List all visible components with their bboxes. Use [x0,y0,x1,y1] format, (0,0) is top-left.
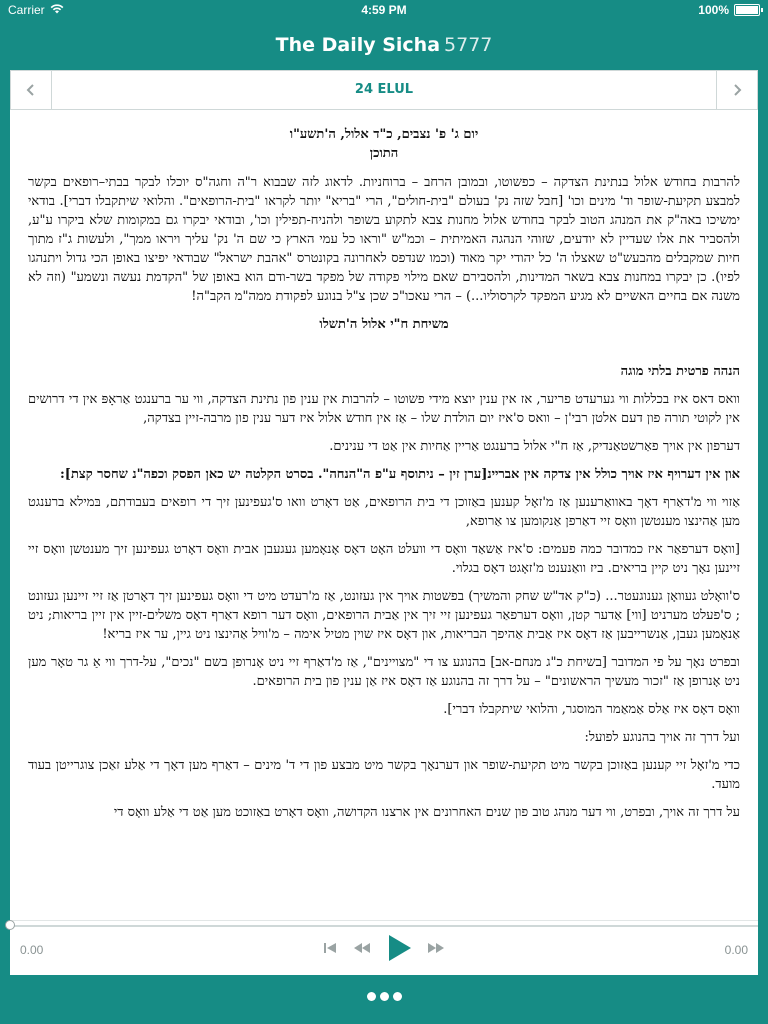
carrier-label: Carrier [8,3,45,17]
fast-forward-icon [426,940,446,956]
current-date: 24 ELUL [354,82,414,97]
text-heading [28,125,740,163]
section-title: הנהה פרטית בלתי מוגה [620,364,740,379]
fast-forward-button[interactable] [426,940,446,956]
rewind-icon [352,940,372,956]
progress-slider[interactable] [10,925,758,927]
chevron-right-icon [731,78,743,102]
rewind-button[interactable] [352,940,372,956]
battery-label: 100% [698,3,729,17]
battery-icon [734,4,760,16]
scroll-fade [28,887,740,921]
heading-contents: התוכן [369,146,399,161]
play-button[interactable] [386,934,412,962]
paragraph: און אין דערויף איז אויך כולל אין צדקה אין אבריינ[ערן זין – ניתוסף ע"פ ה"הנחה". בסרט הקלטה יש כאן הפסק וכפה"נ שחסר קצת]: [60,467,740,482]
page-dot [380,992,389,1001]
skip-to-start-button[interactable] [322,940,338,956]
skip-back-icon [322,940,338,956]
status-time: 4:59 PM [361,3,407,17]
paragraph: על דרך זה אויך, ובפרט, ווי דער מנהג טוב פון שנים האחרונים אין ארצנו הקדושה, וואָס דאָרט באַזוכט מען אַט די אַלע וואָס די [113,805,740,820]
elapsed-time: 0.00 [20,943,44,957]
previous-day-button[interactable] [11,71,52,109]
total-time: 0.00 [724,943,748,957]
paragraph: ס'וואָלט געוואָן גענוגעטר... (כ"ק אד"ש שחק והמשיך) בפשטות אויך אין געזונט, אַז מ'רעדט מיט די וואָס געפינען זיך דאָרטן אַז זיי זיינען געזונט ; ס'פעלט מערניט [ווי] אַדער קטן, וואָס דערפאַר געפינען זיי זיך אין אַבית הרופאים, וואָס דער רופא דאַרף דאָס משלים-זיין אין זיין בריאות; ניט אַנאָמען געבן, אַנשרייבען אַז דאָס איז אַבית אַהיפך הבריאות, און דאָס איז שוין מטיל אימה – מ'וויל אַהינצו ניט גיין, ער איז בריא! [28,589,740,642]
paragraph: ועל דרך זה אויך בהנוגע לפועל: [584,730,740,745]
app-title-bar [0,20,768,70]
next-day-button[interactable] [716,71,757,109]
audio-player [10,920,758,975]
content-card [10,70,758,974]
app-year: 5777 [444,34,493,56]
paragraph: להרבות בחודש אלול בנתינת הצדקה – כפשוטו, ובמובן הרחב – ברוחניות. לדאוג לזה שבבוא ר"ה וחגה"ס יוכלו לבקר בבתי–רופאים בקשר למבצע תקיעת-שופר וד' מינים וכו' [חבל שזה נק' בעולם "בית-חולים", הרי "בריא" יותר לקראו "בית-הרופאים". והלואי שיתקבלו דברי]. בודאי ימשיכו באה"ק את המנהג הטוב לבקר בחודש אלול מחנות צבא לתקוע בשופר ולהניח-תפילין וכו', ובודאי יבקרו גם במקומות שלא ביקרו ע"ע, ולהסביר את אלו שעדיין לא יודעים, שזוהי הנהגה האמיתית – וכמ"ש "וראו כל עמי הארץ כי שם ה' נק' עליך ויראו ממך", ולעשות ג"ז מתוך חיות שמקבלים מהבעש"ט שאצלו ה' כל יהודי יקר מאוד (וכמו שנדפס לאחרונה בקונטרס "אהבת ישראל" שבודאי יפיצו באופן הכי גדול ויתנהגו לפיו). כן יבקרו במחנות צבא בשאר המדינות, ולהסבירם שאם מילוי פקודה של מפקד בשר-ודם הוא באופן של "הקדמת נעשה ונשמע" (וזה לא משנה אם בחיים האשיים לא מגיע המפקד לקרסוליו...) – הרי עאכו"כ שכן צ"ל בנוגע לפקודת ממה"מ הקב"ה! [28,175,740,304]
paragraph: וואס דאס איז בכללות ווי גערעדט פריער, אז אין ענין יוצא מידי פשוטו – להרבות אין ענין פון נתינת הצדקה, ווי ער ברענגט אַראָפּ אין די דרושים אין לקוטי תורה פון דעם אלטן רבי'ן – וואס ס'איז יום הולדת שלו – אַז אין חודש אלול איז דער ענין פון מרבה-זיין בצדקה, [28,392,740,426]
section-heading: משיחת ח"י אלול ה'תשלו [319,317,449,332]
paragraph: וואָס דאָס איז אַלס אַמאַמר המוסגר, והלואי שיתקבלו דברי]. [443,702,740,717]
chevron-left-icon [25,78,37,102]
date-navigation [10,70,758,110]
play-icon [386,934,412,962]
page-indicator[interactable] [0,986,768,1005]
progress-thumb[interactable] [5,920,15,930]
paragraph: דערפון אין אויך פאַרשטאַנדיק, אַז ח"י אלול ברענגט אַריין אַחיות אין אַט די ענינים. [329,439,740,454]
status-right [698,3,760,17]
heading-date: יום ג' פ' נצבים, כ"ד אלול, ה'תשע"ו [289,127,479,142]
paragraph: [וואָס דערפאַר איז כמדובר כמה פעמים: ס'איז אַשאַד וואָס די וועלט האָט דאָס אָנאָמען געגעבן אבית וואָס דאָרט געפינען זיך מענטשן וואָס זיי זיינען נאָך ניט קיין בריאים. ביז וואַנענט מ'זאָגט דאָס בגלוי. [28,542,740,576]
sicha-text[interactable] [28,125,740,921]
page-dot [393,992,402,1001]
paragraph: ובפרט נאָך על פי המדובר [בשיחת כ"ג מנחם-אב] בהנוגע צו די "מצויינים", אַז מ'דאַרף זיי ניט אָנרופן בשם "נכים", על-דרך ווי אַ גר טאָר מען ניט אָנרופן אַז "זכור מעשיך הראשונים" – על דרך זה בהנוגע אַז דאָס איז אַן ענין פון בית הרופאים. [28,655,740,689]
playback-controls [10,933,758,963]
page-dot [367,992,376,1001]
paragraph: כדי מ'זאָל זיי קענען באַזוכן בקשר מיט תקיעת-שופר און דערנאָך בקשר מיט מבצע פון די ד' מינים – דאַרף מען דאָך די אַלע זאַכן צוגרייטן בעוד מועד. [28,758,740,792]
status-bar [0,0,768,20]
paragraph: אַזוי ווי מ'דאַרף דאָך באוואַרענען אַז מ'זאָל קענען באַזוכן די בית הרופאים, אַט דאָרט וואו ס'געפינען זיך די רופאים בעבודתם, בּמילא ברענגט מען אַהינצו מענטשן וואָס זיי דאַרפן אַנקומען צו אַרופא, [28,495,740,529]
app-title: The Daily Sicha [275,34,441,56]
